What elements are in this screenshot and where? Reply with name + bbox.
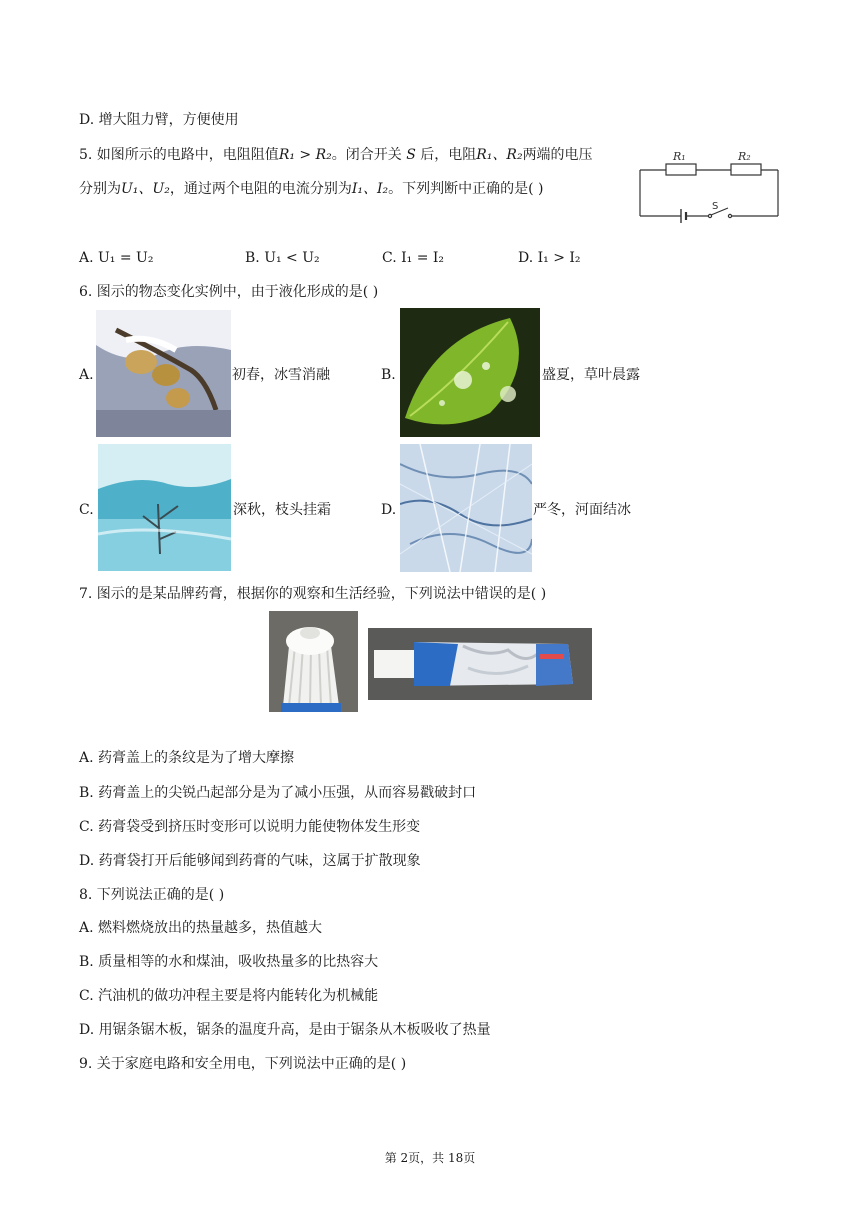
q6-option-c-caption: 深秋，枝头挂霜 <box>233 502 331 518</box>
q7-option-d: D. 药膏袋打开后能够闻到药膏的气味，这属于扩散现象 <box>79 853 421 869</box>
q6-option-a-caption: 初春，冰雪消融 <box>232 367 330 383</box>
photo-ointment-cap <box>269 611 358 712</box>
q5-stem-line2 <box>79 179 544 199</box>
q6-option-b-letter: B. <box>381 367 396 383</box>
q5-text: 两端的电压 <box>522 147 593 163</box>
page-footer: 第 2页，共 18页 <box>384 1151 476 1165</box>
q8-option-a: A. 燃料燃烧放出的热量越多，热值越大 <box>79 920 323 936</box>
q5-text: 。下列判断中正确的是( ) <box>388 181 544 197</box>
q6-option-d-caption: 严冬，河面结冰 <box>533 502 631 518</box>
q6-stem: 6. 图示的物态变化实例中，由于液化形成的是( ) <box>79 284 379 300</box>
q6-option-d-letter: D. <box>381 502 397 518</box>
q6-option-a-letter: A. <box>79 367 94 383</box>
q8-option-b: B. 质量相等的水和煤油，吸收热量多的比热容大 <box>79 954 379 970</box>
photo-frozen-river <box>400 444 532 572</box>
q5-math: R₁ > R₂ <box>278 147 332 163</box>
q5-option-c: C. I₁ = I₂ <box>382 250 445 266</box>
resistor-r1 <box>666 164 696 175</box>
q7-option-a: A. 药膏盖上的条纹是为了增大摩擦 <box>79 750 295 766</box>
q5-text: 。闭合开关 <box>331 147 402 163</box>
q5-stem-line1 <box>79 145 593 165</box>
q8-stem: 8. 下列说法正确的是( ) <box>79 887 225 903</box>
q6-option-b-caption: 盛夏，草叶晨露 <box>542 367 640 383</box>
q5-option-d: D. I₁ > I₂ <box>518 250 581 266</box>
label-r2: R₂ <box>738 150 751 163</box>
q5-text: ，通过两个电阻的电流分别为 <box>169 181 352 197</box>
q5-math: S <box>406 147 416 163</box>
q7-option-b: B. 药膏盖上的尖锐凸起部分是为了减小压强，从而容易戳破封口 <box>79 785 477 801</box>
q5-math: U₁、U₂ <box>121 181 170 197</box>
q5-text: 分别为 <box>79 181 121 197</box>
resistor-r2 <box>731 164 761 175</box>
q5-math: R₁、R₂ <box>476 147 523 163</box>
q7-option-c: C. 药膏袋受到挤压时变形可以说明力能使物体发生形变 <box>79 819 421 835</box>
q5-math: I₁、I₂ <box>351 181 389 197</box>
label-switch: S <box>712 201 719 212</box>
q5-text: 5. 如图所示的电路中，电阻阻值 <box>79 147 279 163</box>
photo-melting-snow <box>96 310 231 437</box>
q7-stem: 7. 图示的是某品牌药膏，根据你的观察和生活经验，下列说法中错误的是( ) <box>79 586 547 602</box>
q8-option-c: C. 汽油机的做功冲程主要是将内能转化为机械能 <box>79 988 379 1004</box>
label-r1: R₁ <box>673 150 686 163</box>
q4-option-d: D. 增大阻力臂，方便使用 <box>79 112 239 128</box>
q5-text: 后，电阻 <box>420 147 477 163</box>
photo-ointment-tube <box>368 628 592 700</box>
photo-frost-on-branches <box>98 444 231 571</box>
q9-stem: 9. 关于家庭电路和安全用电，下列说法中正确的是( ) <box>79 1056 407 1072</box>
q5-circuit-diagram <box>636 143 786 223</box>
q8-option-d: D. 用锯条锯木板，锯条的温度升高，是由于锯条从木板吸收了热量 <box>79 1022 491 1038</box>
photo-dew-on-leaf <box>400 308 540 437</box>
q5-option-b: B. U₁ < U₂ <box>245 250 320 266</box>
q5-option-a: A. U₁ = U₂ <box>79 250 154 266</box>
q6-option-c-letter: C. <box>79 502 94 518</box>
